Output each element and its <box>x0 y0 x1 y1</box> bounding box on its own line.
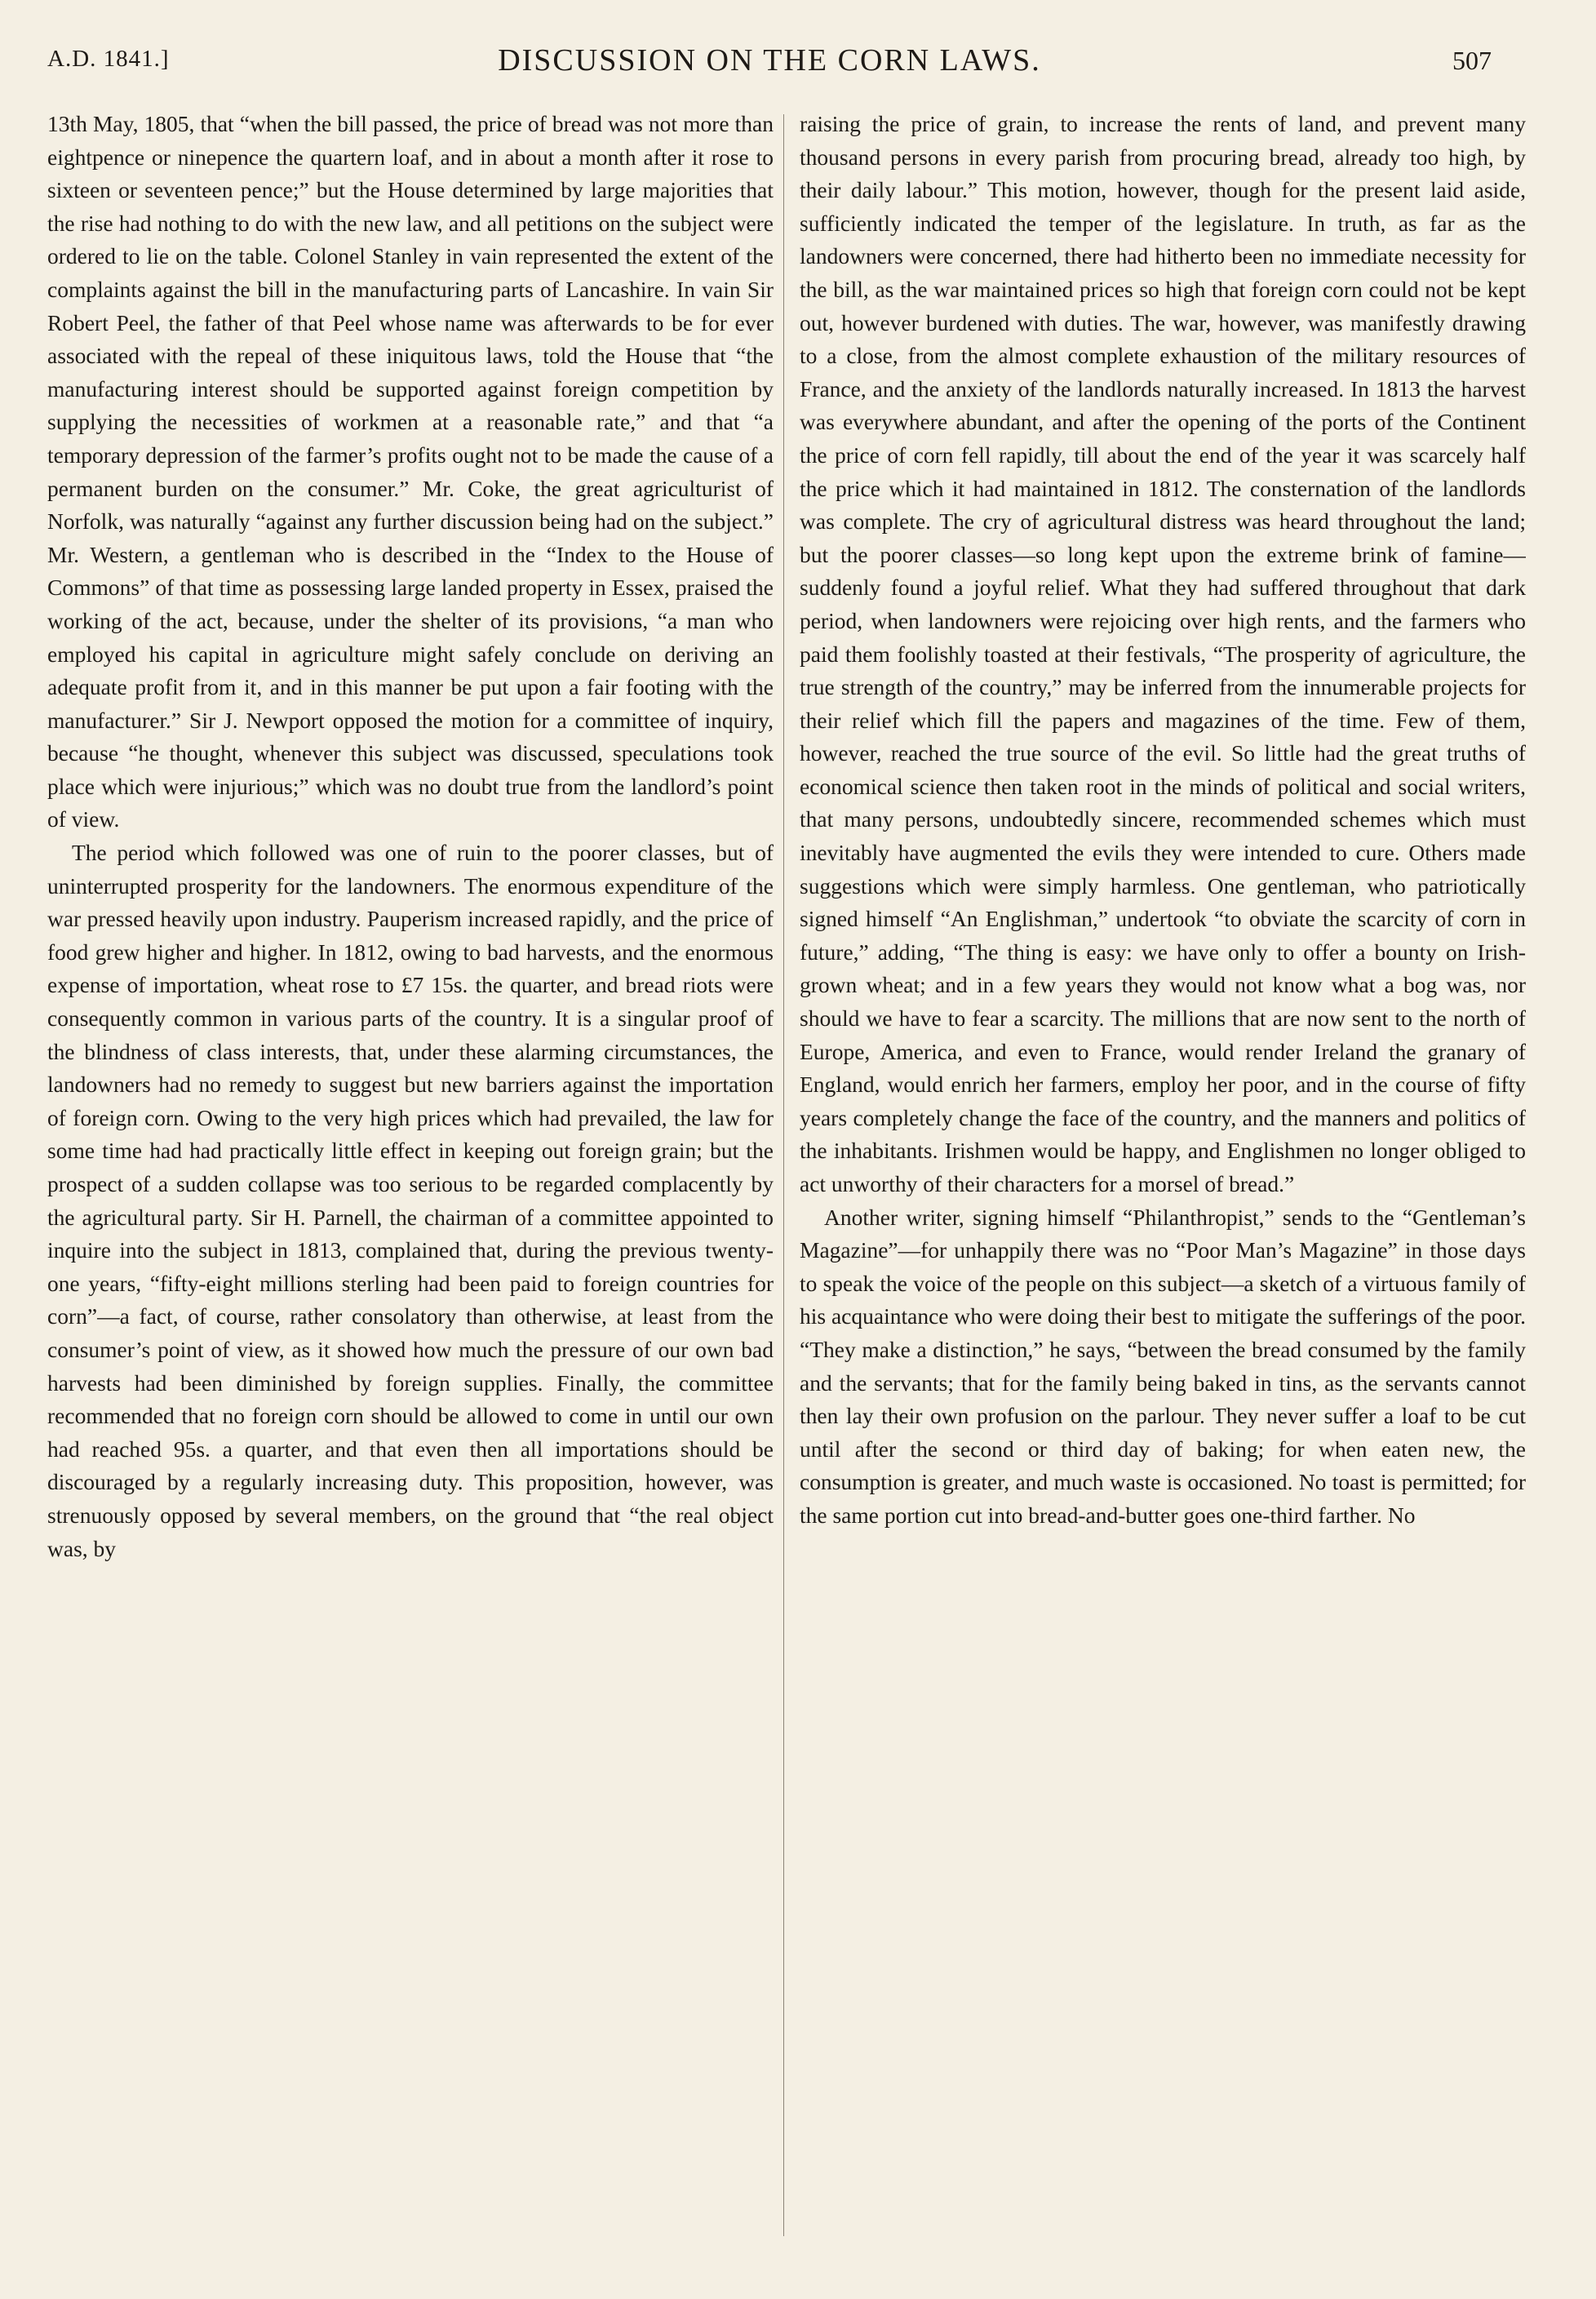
running-head <box>47 42 1492 83</box>
page-number: 507 <box>1452 46 1492 75</box>
left-paragraph-2: The period which followed was one of ruin to the poorer classes, but of uninterrupted prosperity for the landowners. The enormous expenditure of the war pressed heavily upon industry. Pauperism increased rapidly, and the price of food grew higher and higher. In 1812, owing to bad harvests, and the enormous expense of importation, wheat rose to £7 15s. the quarter, and bread riots were consequently common in various parts of the country. It is a singular proof of the blindness of class interests, that, under these alarming circumstances, the landowners had no remedy to suggest but new barriers against the importation of foreign corn. Owing to the very high prices which had prevailed, the law for some time had had practically little effect in keeping out foreign grain; but the prospect of a sudden collapse was too serious to be regarded complacently by the agricultural party. Sir H. Parnell, the chairman of a committee appointed to inquire into the subject in 1813, complained that, during the previous twenty-one years, “fifty-eight millions sterling had been paid to foreign countries for corn”—a fact, of course, rather consolatory than otherwise, at least from the consumer’s point of view, as it showed how much the pressure of our own bad harvests had been diminished by foreign supplies. Finally, the committee recommended that no foreign corn should be allowed to come in until our own had reached 95s. a quarter, and that even then all importations should be discouraged by a regularly increasing duty. This proposition, however, was strenuously opposed by several members, on the ground that “the real object was, by <box>47 840 774 1561</box>
right-paragraph-2: Another writer, signing himself “Philanthropist,” sends to the “Gentleman’s Magazine”—for unhappily there was no “Poor Man’s Magazine” in those days to speak the voice of the people on this subject—a sketch of a virtuous family of his acquaintance who were doing their best to mitigate the sufferings of the poor. “They make a distinction,” he says, “between the bread consumed by the family and the servants; that for the family being baked in tins, as the servants cannot then lay their own profusion on the parlour. They never suffer a loaf to be cut until after the second or third day of baking; for when eaten new, the consumption is greater, and much waste is occasioned. No toast is permitted; for the same portion cut into bread-and-butter goes one-third farther. No <box>800 1204 1526 1528</box>
right-paragraph-1: raising the price of grain, to increase the rents of land, and prevent many thousand persons in every parish from procuring bread, already too high, by their daily labour.” This motion, however, though for the present laid aside, sufficiently indicated the temper of the legislature. In truth, as far as the landowners were concerned, there had hitherto been no immediate necessity for the bill, as the war maintained prices so high that foreign corn could not be kept out, however burdened with duties. The war, however, was manifestly drawing to a close, from the almost complete exhaustion of the military resources of France, and the anxiety of the landlords naturally increased. In 1813 the harvest was everywhere abundant, and after the opening of the ports of the Continent the price of corn fell rapidly, till about the end of the year it was scarcely half the price which it had maintained in 1812. The consternation of the landlords was complete. The cry of agricultural distress was heard throughout the land; but the poorer classes—so long kept upon the extreme brink of famine—suddenly found a joyful relief. What they had suffered throughout that dark period, when landowners were rejoicing over high rents, and the farmers who paid them foolishly toasted at their festivals, “The prosperity of agriculture, the true strength of the country,” may be inferred from the innumerable projects for their relief which fill the papers and magazines of the time. Few of them, however, reached the true source of the evil. So little had the great truths of economical science then taken root in the minds of political and social writers, that many persons, undoubtedly sincere, recommended schemes which must inevitably have augmented the evils they were intended to cure. Others made suggestions which were simply harmless. One gentleman, who patriotically signed himself “An Englishman,” undertook “to obviate the scarcity of corn in future,” adding, “The thing is easy: we have only to offer a bounty on Irish-grown wheat; and in a few years they would not know what a bog was, nor should we have to fear a scarcity. The millions that are now sent to the north of Europe, America, and even to France, would render Ireland the granary of England, would enrich her farmers, employ her poor, and in the course of fifty years completely change the face of the country, and the manners and politics of the inhabitants. Irishmen would be happy, and Englishmen no longer obliged to act unworthy of their characters for a morsel of bread.” <box>800 111 1526 1196</box>
column-divider <box>783 114 784 2236</box>
right-column <box>800 108 1526 2246</box>
left-column <box>47 108 774 2246</box>
header-date: A.D. 1841.] <box>47 46 170 72</box>
left-paragraph-1: 13th May, 1805, that “when the bill passed, the price of bread was not more than eightpence or ninepence the quartern loaf, and in about a month after it rose to sixteen or seventeen pence;” but the House determined by large majorities that the rise had nothing to do with the new law, and all petitions on the subject were ordered to lie on the table. Colonel Stanley in vain represented the extent of the complaints against the bill in the manufacturing parts of Lancashire. In vain Sir Robert Peel, the father of that Peel whose name was afterwards to be for ever associated with the repeal of these iniquitous laws, told the House that “the manufacturing interest should be supported against foreign competition by supplying the necessities of workmen at a reasonable rate,” and that “a temporary depression of the farmer’s profits ought not to be made the cause of a permanent burden on the consumer.” Mr. Coke, the great agriculturist of Norfolk, was naturally “against any further discussion being had on the subject.” Mr. Western, a gentleman who is described in the “Index to the House of Commons” of that time as possessing large landed property in Essex, praised the working of the act, because, under the shelter of its provisions, “a man who employed his capital in agriculture might safely conclude on deriving an adequate profit from it, and in this manner be put upon a fair footing with the manufacturer.” Sir J. Newport opposed the motion for a committee of inquiry, because “he thought, whenever this subject was discussed, speculations took place which were injurious;” which was no doubt true from the landlord’s point of view. <box>47 111 774 832</box>
header-title: DISCUSSION ON THE CORN LAWS. <box>498 43 1041 78</box>
